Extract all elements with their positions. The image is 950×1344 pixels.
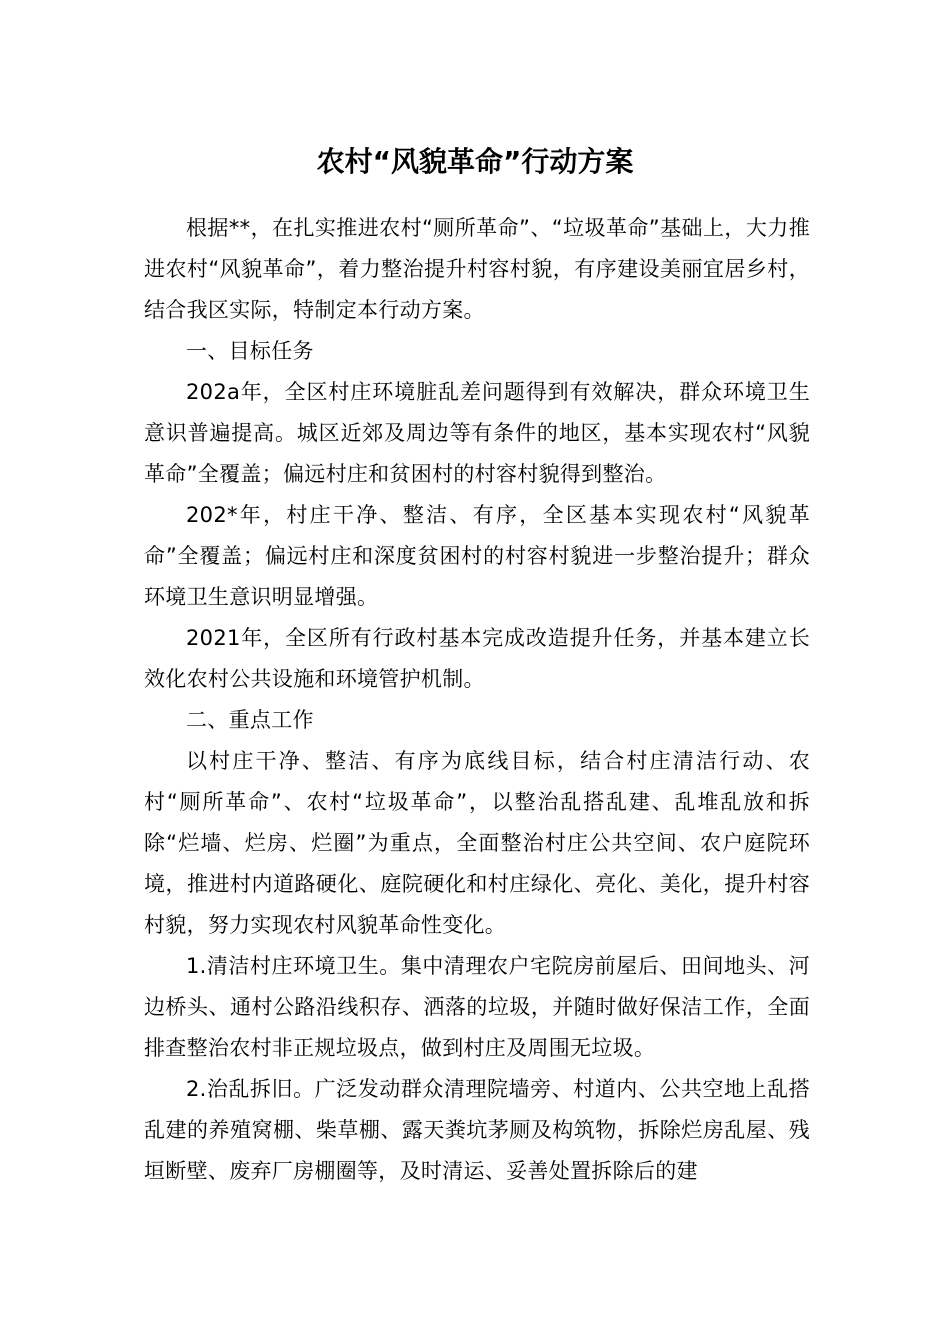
goal-paragraph-3: 2021年，全区所有行政村基本完成改造提升任务，并基本建立长效化农村公共设施和环境管护机制。 xyxy=(144,626,810,691)
section-heading-goals: 一、目标任务 xyxy=(186,339,314,363)
section-heading-key-work: 二、重点工作 xyxy=(186,708,314,732)
goal-paragraph-1: 202a年，全区村庄环境脏乱差问题得到有效解决，群众环境卫生意识普遍提高。城区近郊及周边等有条件的地区，基本实现农村“风貌革命”全覆盖；偏远村庄和贫困村的村容村貌得到整治。 xyxy=(144,380,810,486)
item-paragraph-2: 2.治乱拆旧。广泛发动群众清理院墙旁、村道内、公共空地上乱搭乱建的养殖窝棚、柴草棚、露天粪坑茅厕及构筑物，拆除烂房乱屋、残垣断壁、废弃厂房棚圈等，及时清运、妥善处置拆除后的建 xyxy=(144,1077,810,1183)
item-paragraph-1: 1.清洁村庄环境卫生。集中清理农户宅院房前屋后、田间地头、河边桥头、通村公路沿线积存、洒落的垃圾，并随时做好保洁工作，全面排查整治农村非正规垃圾点，做到村庄及周围无垃圾。 xyxy=(144,954,810,1060)
intro-paragraph: 根据**，在扎实推进农村“厕所革命”、“垃圾革命”基础上，大力推进农村“风貌革命”，着力整治提升村容村貌，有序建设美丽宜居乡村，结合我区实际，特制定本行动方案。 xyxy=(144,216,810,322)
key-work-paragraph: 以村庄干净、整洁、有序为底线目标，结合村庄清洁行动、农村“厕所革命”、农村“垃圾革命”，以整治乱搭乱建、乱堆乱放和拆除“烂墙、烂房、烂圈”为重点，全面整治村庄公共空间、农户庭院环境，推进村内道路硬化、庭院硬化和村庄绿化、亮化、美化，提升村容村貌，努力实现农村风貌革命性变化。 xyxy=(144,749,810,937)
goal-paragraph-2: 202*年，村庄干净、整洁、有序，全区基本实现农村“风貌革命”全覆盖；偏远村庄和深度贫困村的村容村貌进一步整治提升；群众环境卫生意识明显增强。 xyxy=(144,503,810,609)
document-body xyxy=(144,208,810,1192)
document-title: 农村“风貌革命”行动方案 xyxy=(316,145,634,178)
